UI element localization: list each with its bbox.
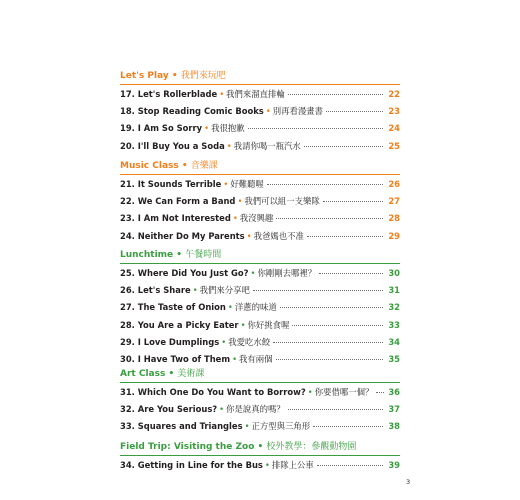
entry-title-zh: 我們來分享吧 [199,285,250,296]
entry-title-zh: 正方型與三角形 [251,421,311,432]
entry-page-number: 36 [388,387,400,397]
section-title [120,441,400,453]
entry-page-number: 25 [388,140,400,151]
section-divider [120,174,400,175]
entry-title-en: 18. Stop Reading Comic Books [120,106,264,117]
entry-bullet: • [219,404,225,415]
entry-title-zh: 你剛剛去哪裡？ [257,268,317,278]
entry-bullet: • [219,89,225,99]
toc-section-music-class [120,160,400,247]
dot-leader [326,111,383,112]
entry-title-en: 25. Where Did You Just Go? [120,268,249,278]
entry-title-zh: 我們來溜直排輪 [226,89,285,99]
section-title-zh: 美術課 [177,369,205,379]
dot-leader [313,426,383,427]
entry-title-en: 20. I'll Buy You a Soda [120,140,225,151]
entry-bullet: • [232,213,238,224]
entry-page-number: 35 [388,353,400,364]
entry-page-number: 39 [388,460,400,470]
section-divider [120,263,400,264]
entry-title-zh: 我有兩個 [239,353,273,364]
entry-bullet: • [265,106,271,117]
section-title-zh: 音樂課 [190,161,218,171]
toc-entry[interactable] [120,105,400,122]
entry-title-zh: 我請你喝一瓶汽水 [233,140,301,151]
dot-leader [280,307,383,308]
toc-entry[interactable] [120,284,400,301]
entry-bullet: • [223,179,229,189]
entry-title-zh: 好難聽喔 [230,179,264,189]
entry-title-zh: 別再看漫畫書 [272,106,323,117]
toc-entry[interactable] [120,267,400,284]
entry-title-zh: 我愛吃水餃 [228,336,271,347]
entry-bullet: • [307,387,313,397]
entry-title-en: 34. Getting in Line for the Bus [120,460,263,470]
entry-page-number: 38 [388,421,400,432]
entry-title-zh: 我們可以組一支樂隊 [244,196,320,207]
entry-bullet: • [240,319,246,330]
toc-section-lunchtime [120,249,400,370]
section-title-bullet: • [178,161,191,171]
entry-page-number: 24 [388,123,400,134]
entry-bullet: • [232,353,238,364]
entry-title-zh: 排隊上公車 [271,460,314,470]
entry-page-number: 27 [388,196,400,207]
entry-bullet: • [221,336,227,347]
section-title [120,368,400,380]
toc-entry[interactable] [120,319,400,336]
toc-section-art-class [120,368,400,438]
entry-page-number: 37 [388,404,400,415]
dot-leader [267,184,383,185]
dot-leader [292,325,383,326]
toc-entry[interactable] [120,459,400,476]
entry-title-en: 26. Let's Share [120,285,191,296]
section-title-en: Let's Play [120,71,169,81]
entry-title-zh: 你是說真的嗎？ [226,404,285,415]
entry-page-number: 31 [388,285,400,296]
entry-page-number: 26 [388,179,400,189]
toc-entry[interactable] [120,403,400,420]
section-title [120,160,400,172]
entry-page-number: 22 [388,89,400,99]
section-title-en: Art Class [120,369,166,379]
entry-bullet: • [237,196,243,207]
dot-leader [276,359,383,360]
dot-leader [276,218,383,219]
entry-title-zh: 我很抱歉 [211,123,245,134]
entry-title-zh: 你要借哪一個？ [314,387,374,397]
section-title-en: Field Trip: Visiting the Zoo [120,442,255,452]
entry-title-en: 28. You Are a Picky Eater [120,319,239,330]
page-number: 3 [406,478,411,486]
entry-title-en: 30. I Have Two of Them [120,353,231,364]
section-title-bullet: • [254,442,267,452]
section-title-bullet: • [165,369,178,379]
section-title-zh: 校外教學：參觀動物園 [266,442,357,452]
section-title-zh: 午餐時間 [185,250,222,260]
toc-entry[interactable] [120,195,400,212]
dot-leader [253,290,383,291]
section-divider [120,84,400,85]
entry-bullet: • [204,123,210,134]
entry-title-en: 32. Are You Serious? [120,404,218,415]
entry-bullet: • [250,268,256,278]
toc-entry[interactable] [120,178,400,195]
toc-entry[interactable] [120,140,400,157]
toc-entry[interactable] [120,386,400,403]
section-divider [120,455,400,456]
toc-entry[interactable] [120,230,400,247]
dot-leader [304,146,383,147]
section-title-bullet: • [173,250,186,260]
toc-entry[interactable] [120,88,400,105]
entry-bullet: • [246,230,252,241]
entry-title-en: 22. We Can Form a Band [120,196,236,207]
entry-title-zh: 洋蔥的味道 [234,302,277,313]
section-title-en: Music Class [120,161,179,171]
section-title-zh: 我們來玩吧 [180,71,226,81]
entry-page-number: 33 [388,319,400,330]
toc-entry[interactable] [120,122,400,139]
entry-page-number: 34 [388,336,400,347]
toc-entry[interactable] [120,212,400,229]
section-title-bullet: • [168,71,181,81]
entry-title-en: 19. I Am So Sorry [120,123,203,134]
entry-page-number: 30 [388,268,400,278]
dot-leader [307,236,383,237]
toc-entry[interactable] [120,301,400,318]
entry-title-zh: 我沒興趣 [239,213,274,224]
toc-section-field-trip [120,441,400,476]
entry-page-number: 23 [388,106,400,117]
entry-bullet: • [192,285,198,296]
toc-entry[interactable] [120,420,400,437]
entry-bullet: • [226,140,232,151]
dot-leader [248,128,383,129]
section-title-en: Lunchtime [120,250,174,260]
entry-bullet: • [227,302,233,313]
toc-section-lets-play [120,70,400,157]
toc-entry[interactable] [120,336,400,353]
dot-leader [288,409,383,410]
section-title [120,70,400,82]
entry-title-en: 23. I Am Not Interested [120,213,231,224]
entry-bullet: • [244,421,250,432]
entry-page-number: 28 [388,213,400,224]
entry-title-zh: 你好挑食喔 [247,319,290,330]
entry-title-en: 24. Neither Do My Parents [120,230,245,241]
entry-title-zh: 我爸媽也不准 [253,230,304,241]
section-divider [120,382,400,383]
dot-leader [273,342,383,343]
section-title [120,249,400,261]
dot-leader [376,392,384,393]
entry-title-en: 27. The Taste of Onion [120,302,226,313]
entry-title-en: 17. Let's Rollerblade [120,89,218,99]
dot-leader [288,94,383,95]
entry-title-en: 29. I Love Dumplings [120,336,220,347]
dot-leader [319,273,383,274]
entry-title-en: 31. Which One Do You Want to Borrow? [120,387,306,397]
dot-leader [317,465,383,466]
entry-bullet: • [264,460,270,470]
entry-page-number: 29 [388,230,400,241]
entry-title-en: 21. It Sounds Terrible [120,179,222,189]
dot-leader [323,201,383,202]
entry-page-number: 32 [388,302,400,313]
entry-title-en: 33. Squares and Triangles [120,421,243,432]
